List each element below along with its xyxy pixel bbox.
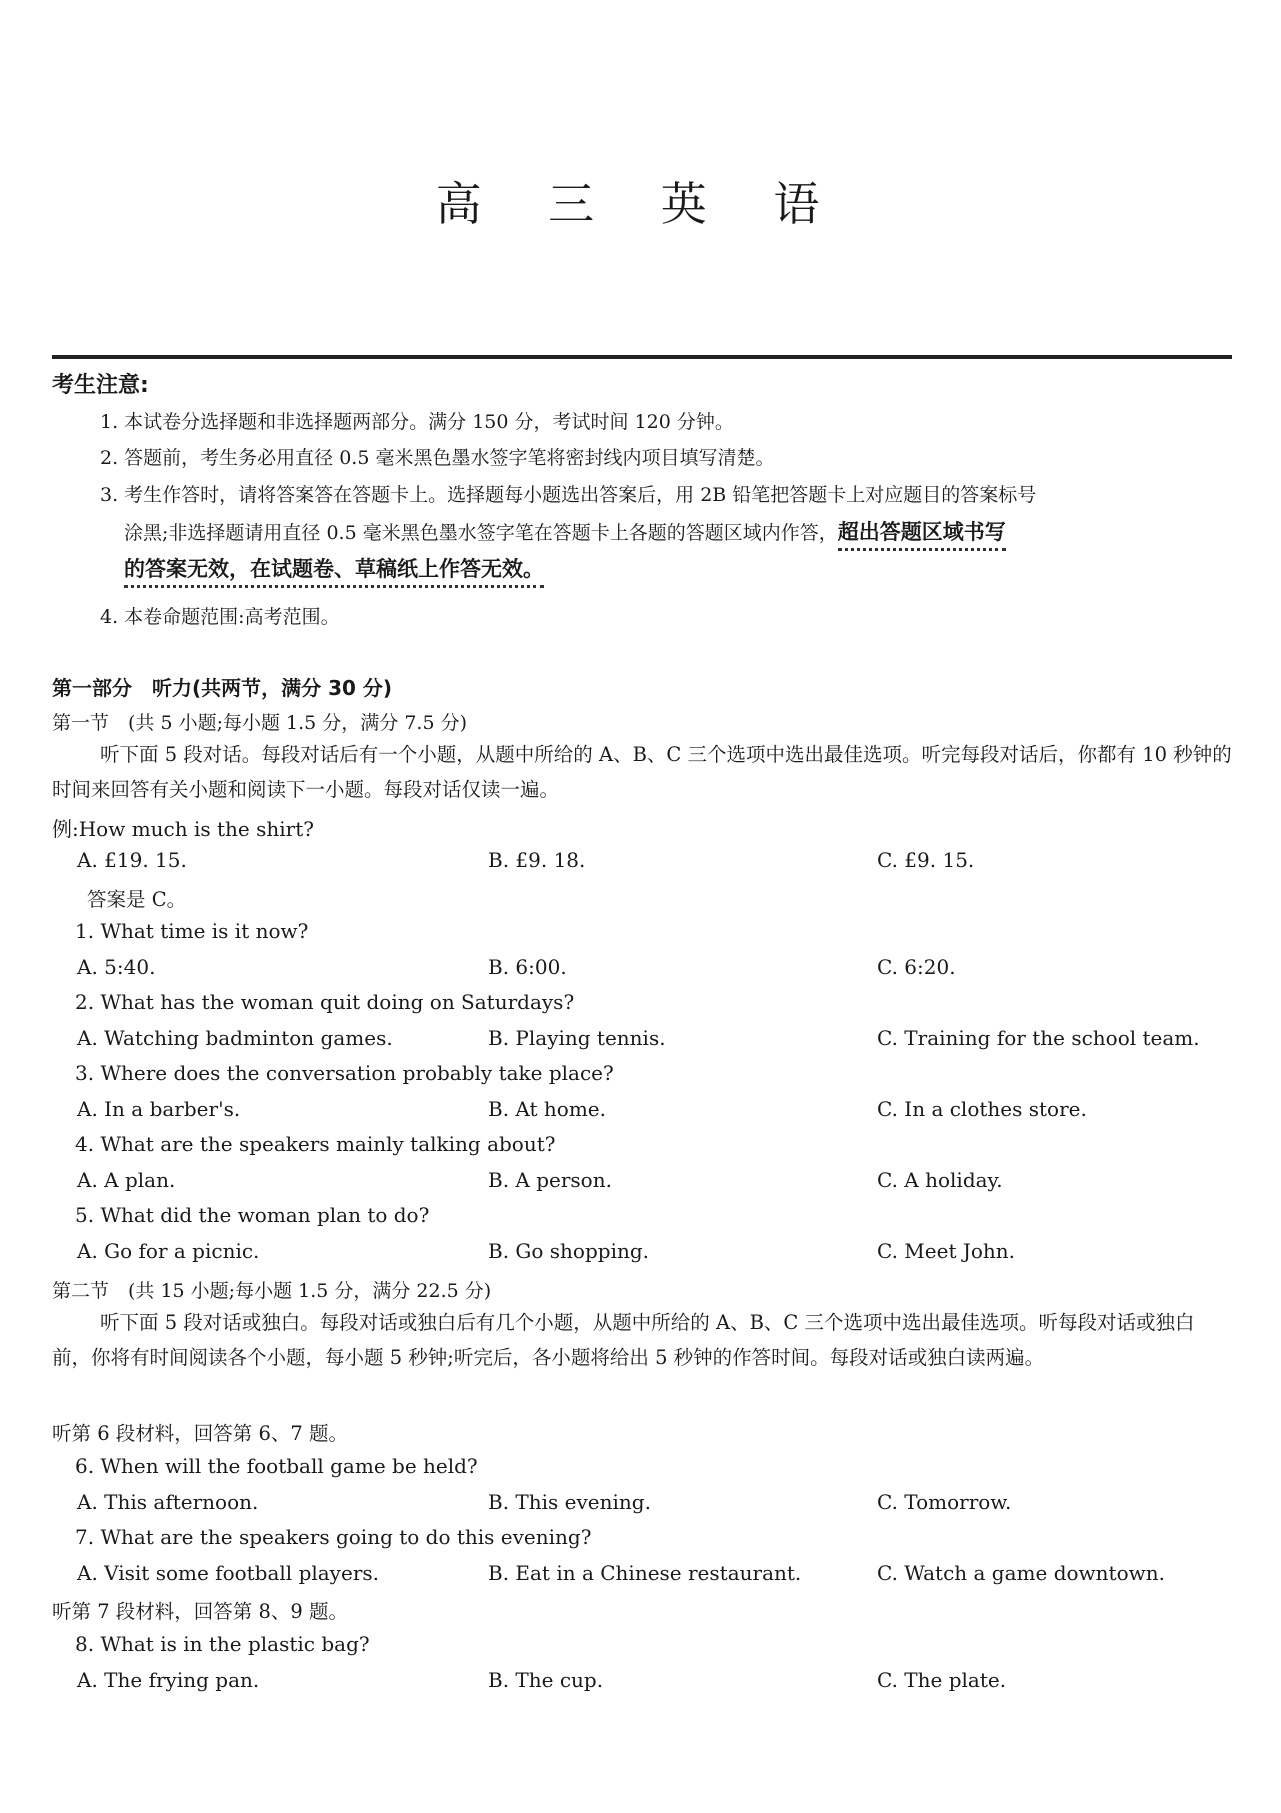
notice-item-3-text: 涂黑;非选择题请用直径 0.5 毫米黑色墨水签字笔在答题卡上各题的答题区域内作答，: [124, 522, 838, 544]
example-option-c: C. £9. 15.: [877, 848, 975, 872]
question-3: 3. Where does the conversation probably take place?: [75, 1061, 614, 1085]
q7-option-a: A. Visit some football players.: [77, 1561, 380, 1585]
notice-item-1: 1. 本试卷分选择题和非选择题两部分。满分 150 分，考试时间 120 分钟。: [100, 411, 734, 433]
notice-heading: 考生注意:: [52, 373, 149, 398]
header-rule: [52, 355, 1232, 359]
q2-option-c: C. Training for the school team.: [877, 1026, 1200, 1050]
notice-item-3: 3. 考生作答时，请将答案答在答题卡上。选择题每小题选出答案后，用 2B 铅笔把答题卡上对应题目的答案标号: [100, 484, 1037, 506]
section1-instruction: 听下面 5 段对话。每段对话后有一个小题，从题中所给的 A、B、C 三个选项中选出最佳选项。听完每段对话后，你都有 10 秒钟的时间来回答有关小题和阅读下一小题。每段对话仅读一遍。: [52, 743, 1232, 801]
section2-instruction: 听下面 5 段对话或独白。每段对话或独白后有几个小题，从题中所给的 A、B、C 三个选项中选出最佳选项。听每段对话或独白前，你将有时间阅读各个小题，每小题 5 秒钟;听完后，各小题将给出 5 秒钟的作答时间。每段对话或独白读两遍。: [52, 1311, 1195, 1369]
notice-warning-text: 的答案无效，在试题卷、草稿纸上作答无效。: [124, 557, 544, 588]
q3-option-b: B. At home.: [488, 1097, 606, 1121]
example-question: 例:How much is the shirt?: [52, 817, 314, 841]
q3-option-a: A. In a barber's.: [77, 1097, 241, 1121]
q8-option-b: B. The cup.: [488, 1668, 604, 1692]
notice-item-2: 2. 答题前，考生务必用直径 0.5 毫米黑色墨水签字笔将密封线内项目填写清楚。: [100, 447, 775, 469]
material-6-instruction: 听第 6 段材料，回答第 6、7 题。: [52, 1422, 349, 1445]
q4-option-c: C. A holiday.: [877, 1168, 1003, 1192]
q2-option-b: B. Playing tennis.: [488, 1026, 666, 1050]
question-2: 2. What has the woman quit doing on Saturdays?: [75, 990, 575, 1014]
question-5: 5. What did the woman plan to do?: [75, 1203, 430, 1227]
q4-option-a: A. A plan.: [77, 1168, 176, 1192]
q7-option-b: B. Eat in a Chinese restaurant.: [488, 1561, 802, 1585]
q1-option-b: B. 6:00.: [488, 955, 567, 979]
q6-option-b: B. This evening.: [488, 1490, 651, 1514]
q4-option-b: B. A person.: [488, 1168, 612, 1192]
q5-option-c: C. Meet John.: [877, 1239, 1016, 1263]
part1-heading: 第一部分 听力(共两节，满分 30 分): [52, 676, 393, 700]
q7-option-c: C. Watch a game downtown.: [877, 1561, 1165, 1585]
notice-item-3-line2: [124, 516, 1006, 546]
q6-option-a: A. This afternoon.: [77, 1490, 259, 1514]
q5-option-a: A. Go for a picnic.: [77, 1239, 260, 1263]
q8-option-a: A. The frying pan.: [77, 1668, 260, 1692]
notice-warning-part1: 超出答题区域书写: [838, 520, 1006, 551]
notice-item-4: 4. 本卷命题范围:高考范围。: [100, 606, 340, 628]
example-option-b: B. £9. 18.: [488, 848, 586, 872]
q6-option-c: C. Tomorrow.: [877, 1490, 1012, 1514]
question-6: 6. When will the football game be held?: [75, 1454, 478, 1478]
question-7: 7. What are the speakers going to do this evening?: [75, 1525, 592, 1549]
q1-option-c: C. 6:20.: [877, 955, 956, 979]
notice-warning-part2: [124, 553, 544, 583]
q2-option-a: A. Watching badminton games.: [77, 1026, 393, 1050]
page-title: 高 三 英 语: [435, 177, 846, 231]
q5-option-b: B. Go shopping.: [488, 1239, 650, 1263]
section1-heading: 第一节 (共 5 小题;每小题 1.5 分，满分 7.5 分): [52, 712, 467, 734]
question-4: 4. What are the speakers mainly talking about?: [75, 1132, 556, 1156]
example-answer: 答案是 C。: [87, 888, 187, 911]
q1-option-a: A. 5:40.: [77, 955, 156, 979]
section2-heading: 第二节 (共 15 小题;每小题 1.5 分，满分 22.5 分): [52, 1280, 492, 1302]
question-8: 8. What is in the plastic bag?: [75, 1632, 370, 1656]
question-1: 1. What time is it now?: [75, 919, 309, 943]
q3-option-c: C. In a clothes store.: [877, 1097, 1087, 1121]
material-7-instruction: 听第 7 段材料，回答第 8、9 题。: [52, 1600, 349, 1623]
q8-option-c: C. The plate.: [877, 1668, 1007, 1692]
example-option-a: A. £19. 15.: [77, 848, 187, 872]
